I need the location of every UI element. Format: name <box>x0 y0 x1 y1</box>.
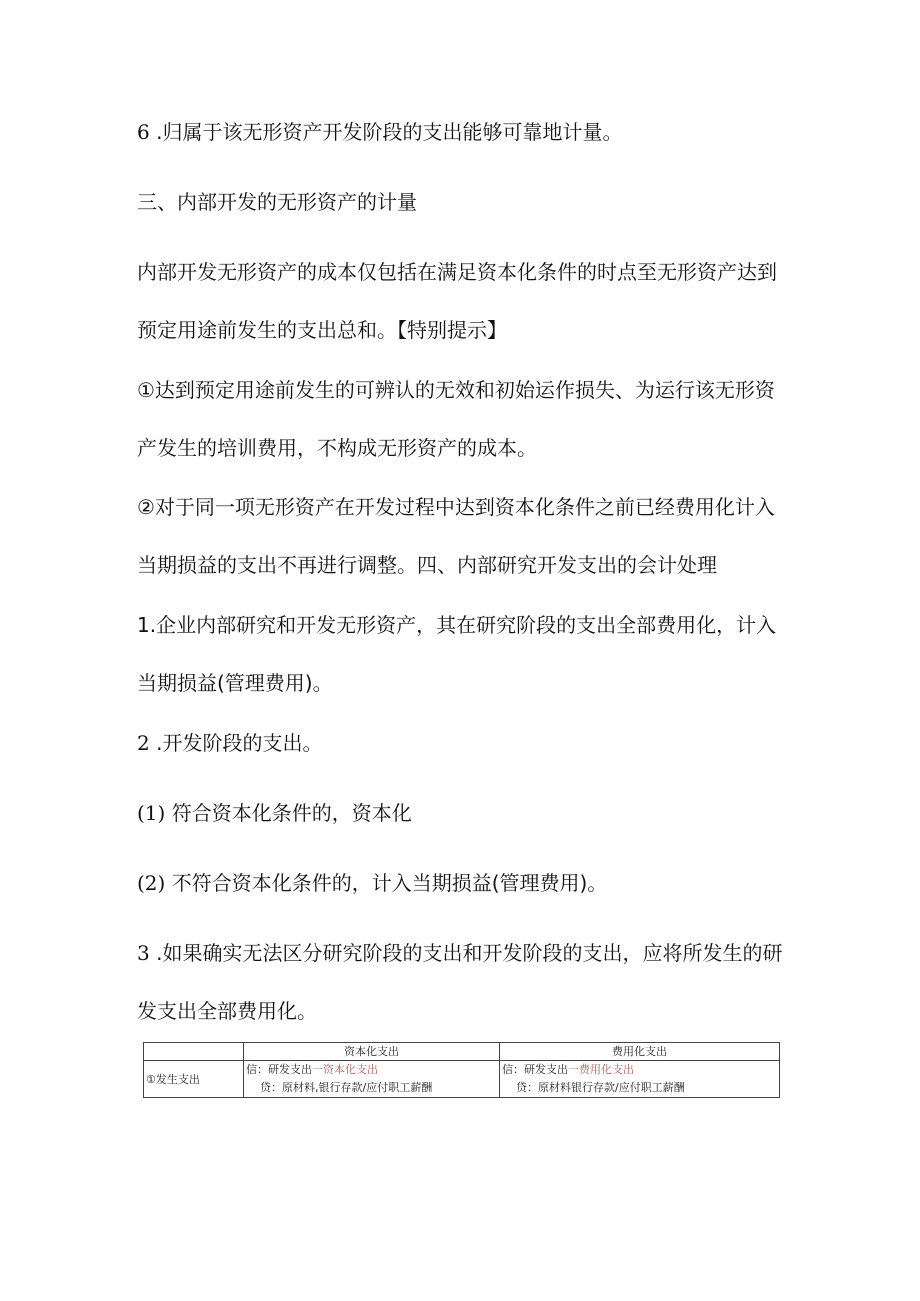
paragraph-text: .开发阶段的支出。 <box>156 731 323 755</box>
table-header-blank <box>144 1043 244 1061</box>
paragraph-text: .如果确实无法区分研究阶段的支出和开发阶段的支出，应将所发生的研 <box>156 941 783 965</box>
credit-line: 贷：原材料,银行存款/应付职工薪酬 <box>260 1081 433 1094</box>
table-header-expensed: 费用化支出 <box>500 1043 780 1061</box>
text-line: ②对于同一项无形资产在开发过程中达到资本化条件之前已经费用化计入 <box>137 495 775 519</box>
paragraph-text: 不符合资本化条件的，计入当期损益(管理费用)。 <box>171 871 608 895</box>
table-header-capitalized: 资本化支出 <box>244 1043 500 1061</box>
text-line: 预定用途前发生的支出总和。【特别提示】 <box>137 318 507 342</box>
paragraph-development-expense <box>137 728 787 759</box>
paragraph-tip-2 <box>137 492 787 608</box>
paragraph-research-expense <box>137 610 787 726</box>
text-line: 当期损益(管理费用)。 <box>137 671 333 695</box>
debit-subaccount: 一资本化支出 <box>312 1063 378 1076</box>
debit-prefix: 信：研发支出 <box>246 1063 312 1076</box>
paragraph-text: .归属于该无形资产开发阶段的支出能够可靠地计量。 <box>156 120 623 144</box>
paragraph-capitalize <box>137 798 787 829</box>
capitalized-entry-cell <box>244 1061 500 1098</box>
expensed-entry-cell <box>500 1061 780 1098</box>
paragraph-tip-1 <box>137 375 787 491</box>
paragraph-expense <box>137 868 787 899</box>
item-number: (1) <box>137 801 166 825</box>
credit-line: 贷：原材料银行存款/应付职工薪酬 <box>516 1081 685 1094</box>
item-number: 3 <box>137 941 150 965</box>
table-header-row <box>144 1043 780 1061</box>
text-line: 内部开发无形资产的成本仅包括在满足资本化条件的时点至无形资产达到 <box>137 260 777 284</box>
item-number: 2 <box>137 731 150 755</box>
debit-prefix: 信：研发支出 <box>502 1063 568 1076</box>
text-line: 1.企业内部研究和开发无形资产，其在研究阶段的支出全部费用化，计入 <box>137 613 777 637</box>
section-heading-measurement: 三、内部开发的无形资产的计量 <box>137 190 417 214</box>
debit-line <box>246 1061 497 1079</box>
text-line: 产发生的培训费用，不构成无形资产的成本。 <box>137 436 537 460</box>
text-line: ①达到预定用途前发生的可辨认的无效和初始运作损失、为运行该无形资 <box>137 378 775 402</box>
item-number: 6 <box>137 120 150 144</box>
table-row <box>144 1061 780 1098</box>
text-line: 发支出全部费用化。 <box>137 999 317 1023</box>
debit-line <box>502 1061 777 1079</box>
debit-subaccount: 一费用化支出 <box>568 1063 634 1076</box>
text-line <box>137 938 787 996</box>
accounting-table <box>143 1042 780 1098</box>
text-line: 当期损益的支出不再进行调整。四、内部研究开发支出的会计处理 <box>137 553 717 577</box>
paragraph-indistinguishable <box>137 938 787 1054</box>
paragraph-6-condition <box>137 117 787 148</box>
paragraph-cost-scope <box>137 257 787 373</box>
paragraph-text: 符合资本化条件的，资本化 <box>171 801 412 825</box>
item-number: (2) <box>137 871 166 895</box>
row-label: ①发生支出 <box>144 1061 244 1098</box>
